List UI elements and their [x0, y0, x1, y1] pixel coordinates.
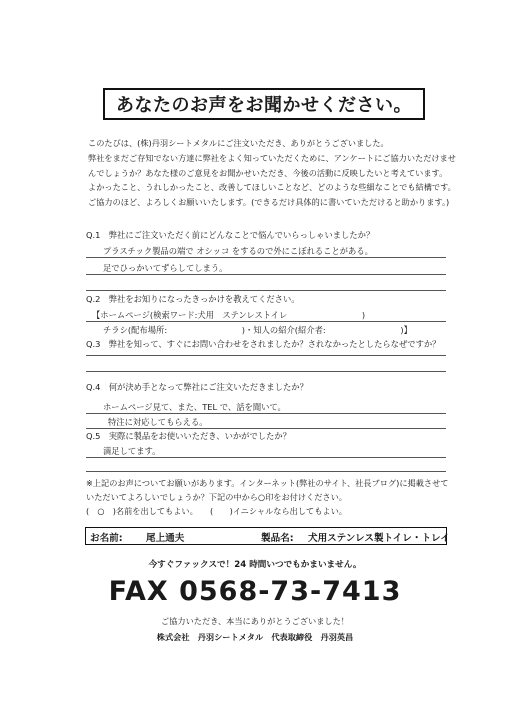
q4-answer-line-2: 特注に対応してもらえる。: [108, 417, 208, 427]
answer-rule: [86, 371, 446, 372]
name-value: 尾上通夫: [146, 533, 185, 544]
company-signature: 株式会社 丹羽シートメタル 代表取締役 丹羽英昌: [156, 632, 354, 642]
answer-rule: [86, 428, 446, 429]
answer-rule: [86, 274, 446, 275]
publication-consent-notice: [86, 476, 456, 518]
notice-line: ※上記のお声についてお願いがあります。インターネット(弊社のサイト、社長ブログ)に掲載させて: [86, 478, 449, 488]
q1-answer-line-2: 足でひっかいてずらしてしまう。: [103, 263, 228, 273]
question-3: Q.3 弊社を知って、すぐにお問い合わせをされましたか？されなかったとしたらなぜですか？: [86, 339, 441, 349]
fax-number: FAX 0568-73-7413: [108, 576, 402, 607]
thanks-message: ご協力いただき、本当にありがとうございました！: [161, 616, 349, 626]
product-label: 製品名:: [261, 533, 294, 544]
question-4: Q.4 何が決め手となって弊社にご注文いただきましたか？: [86, 382, 308, 392]
page-title: あなたのお声をお聞かせください。: [103, 88, 425, 120]
answer-rule: [86, 290, 446, 291]
intro-line: 弊社をまだご存知でない方達に弊社をよく知っていただくために、アンケートにご協力いただけませ: [88, 152, 456, 163]
answer-rule: [86, 471, 446, 472]
answer-rule: [86, 321, 446, 322]
answer-rule: [86, 355, 446, 356]
answer-rule: [86, 413, 446, 414]
notice-line: いただいてよろしいでしょうか？下記の中から○印をお付けください。: [86, 492, 347, 502]
intro-line: よかったこと、うれしかったこと、改善してほしいことなど、どのような些細なことでも結構です。: [88, 182, 456, 193]
name-label: お名前:: [90, 533, 123, 544]
q5-answer-line-1: 満足してます。: [103, 446, 161, 456]
intro-text: [88, 136, 458, 210]
answer-rule: [86, 457, 446, 458]
product-value: 犬用ステンレス製トイレ・トレイ: [308, 533, 450, 544]
q4-answer-line-1: ホームページ見て、また、TEL で、話を聞いて。: [103, 402, 286, 412]
question-5: Q.5 実際に製品をお使いいただき、いかがでしたか？: [86, 431, 291, 441]
intro-line: ご協力のほど、よろしくお願いいたします。(できるだけ具体的に書いていただけると助かります。): [88, 197, 450, 208]
question-1: Q.1 弊社にご注文いただく前にどんなことで悩んでいらっしゃいましたか？: [86, 230, 375, 240]
intro-line: このたびは、(株)丹羽シートメタルにご注文いただき、ありがとうございました。: [88, 138, 389, 148]
consent-options: ( ○ )名前を出してもよい。 ( )イニシャルなら出してもよい。: [86, 506, 347, 516]
q2-option-homepage: 【ホームページ(検索ワード:犬用 ステンレストイレ ): [92, 310, 366, 320]
intro-line: んでしょうか？あなた様のご意見をお聞かせいただき、今後の活動に反映したいと考えています。: [88, 167, 448, 178]
question-2: Q.2 弊社をお知りになったきっかけを教えてください。: [86, 294, 300, 304]
fax-note: 今すぐファックスで！24 時間いつでもかまいません。: [148, 560, 362, 570]
q2-option-flyer-referral: チラシ(配布場所: )・知人の紹介(紹介者: )】: [103, 325, 412, 335]
q1-answer-line-1: プラスチック製品の端で オシッコ をするので外にこぼれることがある。: [103, 246, 373, 256]
answer-rule: [86, 257, 446, 258]
signature-box: [85, 527, 450, 545]
